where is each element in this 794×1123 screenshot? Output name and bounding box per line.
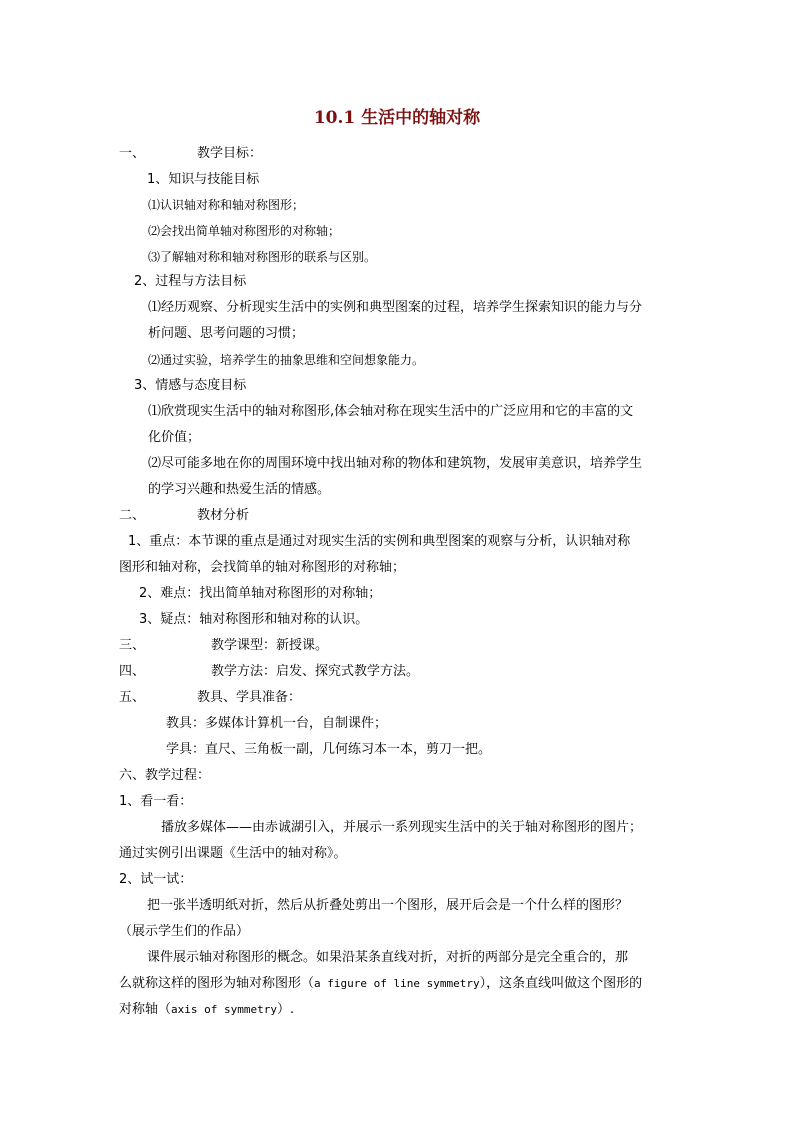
step-1-heading: 1、看一看： (119, 794, 193, 809)
step-2-text-c: 课件展示轴对称图形的概念。如果沿某条直线对折，对折的两部分是完全重合的，那 (147, 950, 629, 965)
page-title: 10.1 生活中的轴对称 (313, 108, 481, 128)
section-1-sub2-item-1b: 析问题、思考问题的习惯； (148, 326, 305, 341)
step-2-text-d-pre: 么就称这样的图形为轴对称图形（ (119, 976, 315, 991)
section-1-sub1: 1、知识与技能目标 (147, 172, 260, 187)
section-2-point-3: 3、疑点：轴对称图形和轴对称的认识。 (139, 612, 369, 627)
step-1-text-b: 通过实例引出课题《生活中的轴对称》。 (119, 846, 347, 861)
section-2-number: 二、 (119, 508, 146, 523)
section-3-number: 三、 (119, 638, 146, 653)
section-2-point-2: 2、难点：找出简单轴对称图形的对称轴； (139, 586, 382, 601)
step-2-text-d-post: ），这条直线叫做这个图形的 (479, 976, 643, 991)
section-4-number: 四、 (119, 664, 146, 679)
section-1-sub3-item-1a: ⑴欣赏现实生活中的轴对称图形,体会轴对称在现实生活中的广泛应用和它的丰富的文 (148, 404, 634, 419)
section-1-sub3-item-1b: 化价值； (148, 430, 201, 445)
term-axis-of-symmetry: axis of symmetry (171, 1003, 277, 1016)
section-5-heading: 教具、学具准备： (197, 690, 302, 705)
section-2-point-1a: 1、重点：本节课的重点是通过对现实生活的实例和典型图案的观察与分析，认识轴对称 (128, 534, 631, 549)
step-2-text-a: 把一张半透明纸对折，然后从折叠处剪出一个图形，展开后会是一个什么样的图形？ (147, 898, 629, 913)
section-1-sub3-item-2b: 的学习兴趣和热爱生活的情感。 (148, 482, 331, 497)
section-1-sub1-item-2: ⑵会找出简单轴对称图形的对称轴； (148, 224, 341, 238)
section-1-number: 一、 (119, 146, 146, 161)
section-3-heading: 教学课型：新授课。 (211, 638, 329, 653)
section-5-number: 五、 (119, 690, 146, 705)
step-2-text-d (119, 974, 642, 994)
section-4-heading: 教学方法：启发、探究式教学方法。 (211, 664, 420, 679)
step-1-text-a: 播放多媒体——由赤诚湖引入，并展示一系列现实生活中的关于轴对称图形的图片； (161, 820, 643, 835)
step-2-text-b: （展示学生们的作品） (119, 924, 250, 939)
section-1-heading: 教学目标： (197, 146, 263, 161)
section-5-student-tools: 学具：直尺、三角板一副，几何练习本一本，剪刀一把。 (166, 742, 492, 757)
term-line-symmetry: a figure of line symmetry (314, 977, 480, 990)
section-1-sub2: 2、过程与方法目标 (134, 274, 247, 289)
section-6-heading: 六、教学过程： (119, 768, 211, 783)
step-2-text-e-post: ）. (276, 1002, 295, 1017)
step-2-text-e-pre: 对称轴（ (119, 1002, 172, 1017)
section-1-sub2-item-1a: ⑴经历观察、分析现实生活中的实例和典型图案的过程，培养学生探索知识的能力与分 (148, 300, 643, 315)
section-5-teacher-tools: 教具：多媒体计算机一台，自制课件； (166, 716, 388, 731)
section-1-sub2-item-2: ⑵通过实验，培养学生的抽象思维和空间想象能力。 (148, 353, 425, 367)
step-2-text-e (119, 1000, 294, 1020)
section-1-sub3: 3、情感与态度目标 (134, 378, 247, 393)
section-2-point-1b: 图形和轴对称，会找简单的轴对称图形的对称轴； (119, 560, 406, 575)
section-1-sub3-item-2a: ⑵尽可能多地在你的周围环境中找出轴对称的物体和建筑物，发展审美意识，培养学生 (148, 456, 643, 471)
section-1-sub1-item-3: ⑶了解轴对称和轴对称图形的联系与区别。 (148, 250, 377, 264)
section-1-sub1-item-1: ⑴认识轴对称和轴对称图形； (148, 198, 305, 212)
section-2-heading: 教材分析 (197, 508, 250, 523)
step-2-heading: 2、试一试： (119, 872, 193, 887)
